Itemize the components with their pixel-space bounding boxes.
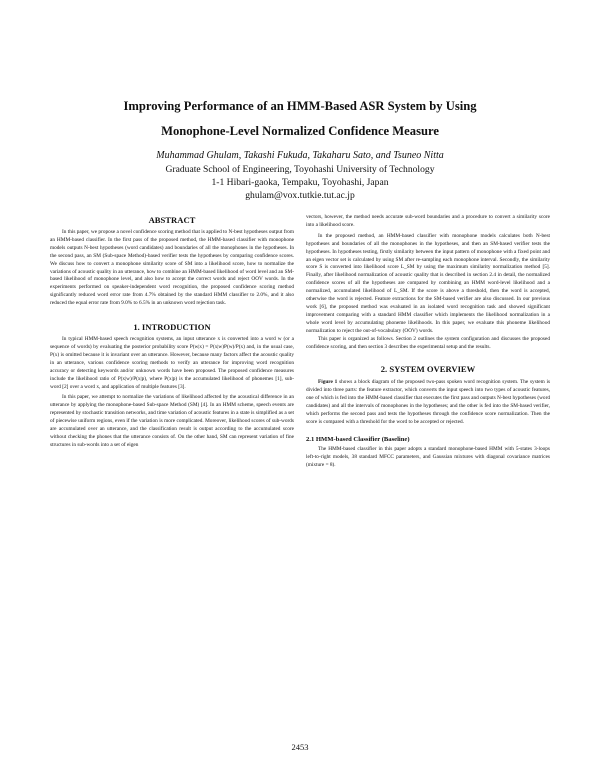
continued-paragraph: vectors, however, the method needs accurate sub-word boundaries and a procedure to convert a similarity score into a likelihood score. (306, 214, 550, 228)
subsection-paragraph: The HMM-based classifier in this paper adopts a standard monophone-based HMM with 5-states 3-loops left-to-right models, 38 standard MFCC parameters, and Gaussian mixtures with diagonal covariance matrices (mixture = 8). (306, 445, 550, 468)
author-email: ghulam@vox.tutkie.tut.ac.jp (245, 190, 355, 201)
intro-paragraph-2: In this paper, we attempt to normalize the variations of likelihood affected by the acoustical difference in an utterance by applying the monophone-based Sub-space Method (SM) [4]. In an HMM scheme, speech events are represented by stochastic transition networks, and time variation of acoustic features in a state is simplified as a set of piecewise uniform regions, even if the variation is more complicated. Moreover, likelihood scores of sub-words are accumulated over an utterance, and the classification result is output according to the accumulated score without checking the phones that the utterance consists of. On the other hand, SM can represent variation of fine structures in sub-words into a set of eigen (50, 394, 294, 448)
author-list: Muhammad Ghulam, Takashi Fukuda, Takaharu Sato, and Tsuneo Nitta (156, 150, 444, 161)
abstract-paragraph: In this paper, we propose a novel confidence scoring method that is applied to N-best hypotheses output from an HMM-based classifier. In the first pass of the proposed method, the HMM-based classifier with monophone models outputs N-best hypotheses (word candidates) and boundaries of all the monophones in the hypotheses. In the second pass, an SM (Sub-space Method)-based verifier tests the hypotheses by comparing confidence scores. We discuss how to convert a monophone similarity score of SM into a likelihood score, how to normalize the variations of acoustic quality in an utterance, how to combine an HMM-based likelihood of word level and an SM-based likelihood of monophone level, and also how to accept the correct words and reject OOV words. In the experiments performed on speaker-independent word recognition, the proposed confidence scoring method significantly reduced word error rate from 4.7% obtained by the standard HMM classifier to 2.0%, and it also reduced the equal error rate from 9.0% to 6.5% in an unknown word rejection task. (50, 229, 294, 307)
affiliation: Graduate School of Engineering, Toyohashi University of Technology (165, 164, 435, 175)
page-number: 2453 (291, 742, 309, 752)
intro-paragraph-1: In typical HMM-based speech recognition systems, an input utterance x is converted into a word w (or a sequence of words) by evaluating the posterior probability score P(w|x) = P(x|w)P(w)/P(x) and, in the usual case, P(x) is omitted because it is invariant over an utterance. However, because many factors affect the acoustic quality in an utterance, various confidence scoring methods to verify an utterance for improving word recognition accuracy or detecting keywords and/or unknown words have been proposed. The proposed confidence measures include the likelihood ratio of P(x|w)/P(x|p), where P(x|p) is the accumulated likelihood of phonemes [1], sub-word [2] over a word x, and application of multiple features [3]. (50, 336, 294, 390)
paper-title-line-1: Improving Performance of an HMM-Based ASR System by Using (123, 99, 477, 113)
address: 1-1 Hibari-gaoka, Tempaku, Toyohashi, Japan (211, 177, 389, 188)
organization-paragraph: This paper is organized as follows. Section 2 outlines the system configuration and discusses the proposed confidence scoring, and then section 3 describes the experimental setup and the results. (306, 335, 550, 350)
paper-title-line-2: Monophone-Level Normalized Confidence Measure (161, 124, 439, 138)
abstract-heading: ABSTRACT (148, 215, 196, 225)
left-column (50, 214, 294, 450)
right-column (306, 214, 550, 470)
figure-reference: Figure 1 (318, 379, 338, 386)
system-overview-heading: 2. SYSTEM OVERVIEW (380, 364, 476, 375)
subsection-heading: 2.1 HMM-based Classifier (Baseline) (306, 435, 410, 443)
overview-paragraph (306, 379, 550, 426)
introduction-heading: 1. INTRODUCTION (133, 322, 211, 333)
overview-text: shows a block diagram of the proposed two-pass spoken word recognition system. The system is divided into three parts: the feature extractor, which converts the input speech into two types of acoustic features, one of which is fed into the HMM-based classifier that executes the first pass and outputs N-best hypotheses (word candidates) and all the intervals of monophones in the hypotheses; and the other is fed into the SM-based verifier, which performs the second pass and tests the hypotheses through the confidence score normalization. Then the score is compared with a threshold for the word to be accepted or rejected. (306, 379, 551, 425)
method-paragraph: In the proposed method, an HMM-based classifier with monophone models calculates both N-best hypotheses and boundaries of all the monophones in the hypotheses, and then an SM-based verifier tests the hypotheses. In hypotheses testing, firstly similarity between the input pattern of monophone with a fixed point and an eigen vector set is calculated by using SM after re-sampling each monophone interval. Secondly, the similarity score S is converted into likelihood score L_SM by using the maximum similarity normalization method [5]. Finally, after likelihood normalization of acoustic quality that is described in section 2.4 in detail, the normalized confidence scores of all the hypotheses are compared by combining an HMM word-level likelihood and a normalized, accumulated likelihood of L_SM. If the score is above a threshold, then the word is accepted, otherwise the word is rejected. Feature extractions for the SM-based verifier are also discussed. In our previous work [6], the proposed method was evaluated in an isolated word recognition task and showed significant improvement comparing with a standard HMM classifier which implements the likelihood normalization in a whole word level by accumulating phoneme likelihoods. In this paper, we evaluate this phoneme likelihood normalization to reject the out-of-vocabulary (OOV) words. (306, 232, 550, 334)
